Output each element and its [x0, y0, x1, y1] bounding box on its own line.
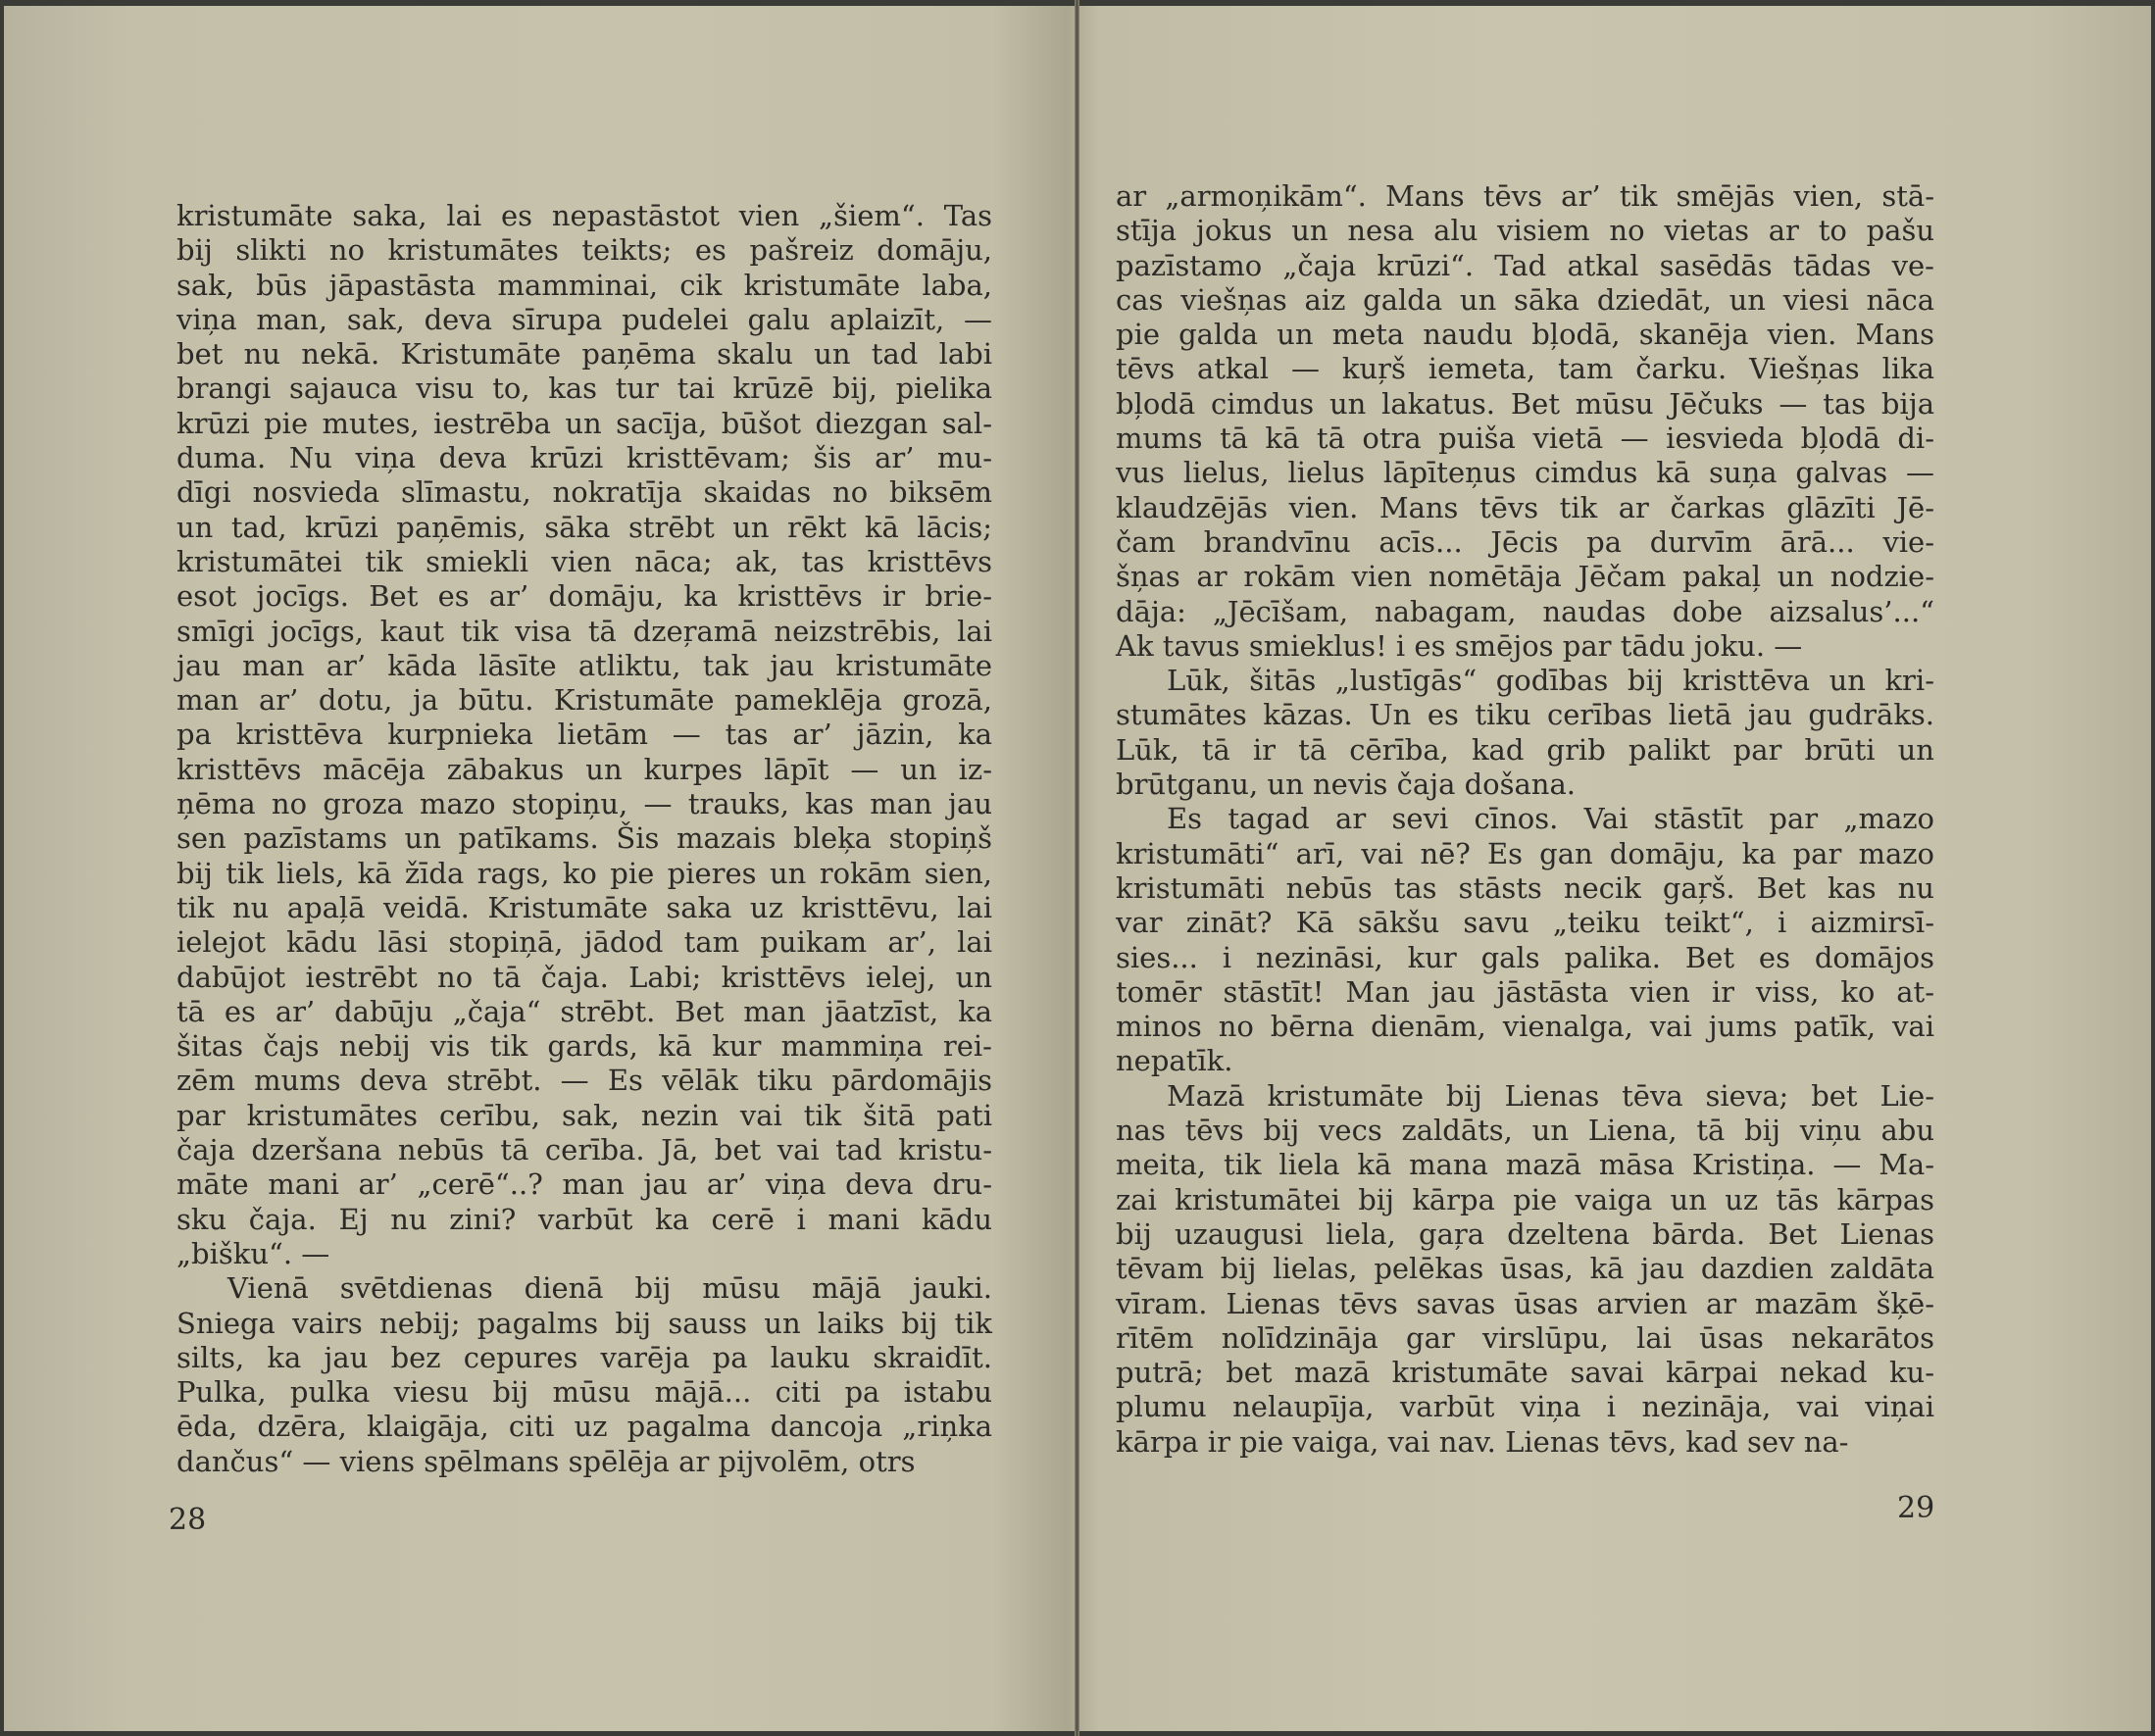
text-line: bij uzaugusi liela, gaŗa dzeltena bārda. Bet Lienas	[1116, 1216, 1934, 1251]
text-line: dīgi nosvieda slīmastu, nokratīja skaidas no biksēm	[176, 475, 992, 510]
text-line: bļodā cimdus un lakatus. Bet mūsu Jēčuks — tas bija	[1116, 386, 1934, 421]
text-line: zai kristumātei bij kārpa pie vaiga un uz tās kārpas	[1116, 1182, 1934, 1216]
text-line: nepatīk.	[1116, 1044, 1233, 1078]
scan-border-right	[2151, 0, 2155, 1736]
text-line: nas tēvs bij vecs zaldāts, un Liena, tā bij viņu abu	[1116, 1114, 1934, 1148]
text-line: brangi sajauca visu to, kas tur tai krūzē bij, pielika	[176, 372, 992, 406]
text-line: ar „armoņikām“. Mans tēvs ar’ tik smējās vien, stā-	[1116, 179, 1934, 213]
text-line: bij tik liels, kā žīda rags, ko pie pieres un rokām sien,	[176, 856, 992, 890]
text-line: rītēm nolīdzināja gar virslūpu, lai ūsas nekarātos	[1116, 1320, 1934, 1355]
text-line: viņa man, sak, deva sīrupa pudelei galu aplaizīt, —	[176, 302, 992, 336]
text-line: vus lielus, lielus lāpīteņus cimdus kā suņa galvas —	[1116, 456, 1934, 490]
text-line: esot jocīgs. Bet es ar’ domāju, ka kristtēvs ir brie-	[176, 579, 992, 614]
text-line: Lūk, šitās „lustīgās“ godības bij kristtēva un kri-	[1167, 664, 1934, 698]
text-line: ielejot kādu lāsi stopiņā, jādod tam puikam ar’, lai	[176, 925, 992, 960]
text-line: kristumāti nebūs tas stāsts necik gaŗš. Bet kas nu	[1116, 870, 1934, 905]
text-line: pa kristtēva kurpnieka lietām — tas ar’ jāzin, ka	[176, 718, 992, 752]
text-line: duma. Nu viņa deva krūzi kristtēvam; šis ar’ mu-	[176, 441, 992, 475]
text-line: minos no bērna dienām, vienalga, vai jums patīk, vai	[1116, 1010, 1934, 1044]
text-line: dabūjot iestrēbt no tā čaja. Labi; kristtēvs ielej, un	[176, 960, 992, 994]
text-line: Es tagad ar sevi cīnos. Vai stāstīt par „mazo	[1167, 802, 1934, 836]
text-line: un tad, krūzi paņēmis, sāka strēbt un rēkt kā lācis;	[176, 510, 992, 544]
text-line: stumātes kāzas. Un es tiku cerības lietā jau gudrāks.	[1116, 698, 1934, 732]
text-line: sies... i nezināsi, kur gals palika. Bet es domājos	[1116, 940, 1934, 974]
text-line: kristumāti“ arī, vai nē? Es gan domāju, ka par mazo	[1116, 836, 1934, 870]
text-line: jau man ar’ kāda lāsīte atliktu, tak jau kristumāte	[176, 648, 992, 682]
text-line: cas viešņas aiz galda un sāka dziedāt, un viesi nāca	[1116, 282, 1934, 317]
text-line: zēm mums deva strēbt. — Es vēlāk tiku pārdomājis	[176, 1064, 992, 1098]
text-line: sak, būs jāpastāsta mamminai, cik kristumāte laba,	[176, 268, 992, 302]
right-page-text	[1116, 179, 1934, 1460]
text-line: tā es ar’ dabūju „čaja“ strēbt. Bet man jāatzīst, ka	[176, 994, 992, 1028]
text-line: kristumāte saka, lai es nepastāstot vien „šiem“. Tas	[176, 199, 992, 232]
text-line: par kristumātes cerību, sak, nezin vai tik šitā pati	[176, 1098, 992, 1132]
text-line: var zināt? Kā sākšu savu „teiku teikt“, i aizmirsī-	[1116, 906, 1934, 940]
text-line: meita, tik liela kā mana mazā māsa Kristiņa. — Ma-	[1116, 1148, 1934, 1182]
text-line: brūtganu, un nevis čaja došana.	[1116, 768, 1576, 802]
text-line: dančus“ — viens spēlmans spēlēja ar pijvolēm, otrs	[176, 1444, 916, 1478]
text-line: man ar’ dotu, ja būtu. Kristumāte pameklēja grozā,	[176, 683, 992, 718]
text-line: „bišku“. —	[176, 1236, 330, 1270]
book-gutter	[1075, 0, 1079, 1736]
text-line: Vienā svētdienas dienā bij mūsu mājā jauki.	[227, 1271, 992, 1306]
text-line: dāja: „Jēcīšam, nabagam, naudas dobe aizsalus’...“	[1116, 594, 1934, 628]
text-line: sen pazīstams un patīkams. Šis mazais bleķa stopiņš	[176, 821, 992, 856]
text-line: silts, ka jau bez cepures varēja pa lauku skraidīt.	[176, 1340, 992, 1374]
text-line: Mazā kristumāte bij Lienas tēva sieva; bet Lie-	[1167, 1078, 1934, 1113]
text-line: tēvam bij lielas, pelēkas ūsas, kā jau dazdien zaldāta	[1116, 1252, 1934, 1286]
text-line: Pulka, pulka viesu bij mūsu mājā... citi pa istabu	[176, 1375, 992, 1410]
text-line: māte mani ar’ „cerē“..? man jau ar’ viņa deva dru-	[176, 1167, 992, 1202]
text-line: vīram. Lienas tēvs savas ūsas arvien ar mazām šķē-	[1116, 1286, 1934, 1320]
text-line: šitas čajs nebij vis tik gards, kā kur mammiņa rei-	[176, 1029, 992, 1064]
text-line: ēda, dzēra, klaigāja, citi uz pagalma dancoja „riņka	[176, 1410, 992, 1444]
text-line: bij slikti no kristumātes teikts; es pašreiz domāju,	[176, 233, 992, 268]
right-page-number: 29	[1897, 1491, 1935, 1525]
left-page-number: 28	[169, 1503, 207, 1537]
text-line: kristtēvs mācēja zābakus un kurpes lāpīt — un iz-	[176, 752, 992, 786]
text-line: sku čaja. Ej nu zini? varbūt ka cerē i mani kādu	[176, 1202, 992, 1236]
text-line: bet nu nekā. Kristumāte paņēma skalu un tad labi	[176, 337, 992, 372]
left-page-text	[176, 199, 992, 1479]
text-line: čam brandvīnu acīs... Jēcis pa durvīm ārā... vie-	[1116, 524, 1934, 559]
text-line: pazīstamo „čaja krūzi“. Tad atkal sasēdās tādas ve-	[1116, 248, 1934, 282]
text-line: čaja dzeršana nebūs tā cerība. Jā, bet vai tad kristu-	[176, 1133, 992, 1167]
text-line: tēvs atkal — kuŗš iemeta, tam čarku. Viešņas lika	[1116, 352, 1934, 386]
scan-border-left	[0, 0, 4, 1736]
text-line: mums tā kā tā otra puiša vietā — iesvieda bļodā di-	[1116, 422, 1934, 456]
text-line: stīja jokus un nesa alu visiem no vietas ar to pašu	[1116, 214, 1934, 248]
text-line: ņēma no groza mazo stopiņu, — trauks, kas man jau	[176, 787, 992, 821]
text-line: smīgi jocīgs, kaut tik visa tā dzeŗamā neizstrēbis, lai	[176, 614, 992, 648]
text-line: tik nu apaļā veidā. Kristumāte saka uz kristtēvu, lai	[176, 890, 992, 924]
text-line: klaudzējās vien. Mans tēvs tik ar čarkas glāzīti Jē-	[1116, 490, 1934, 524]
text-line: Lūk, tā ir tā cērība, kad grib palikt par brūti un	[1116, 732, 1934, 767]
text-line: pie galda un meta naudu bļodā, skanēja vien. Mans	[1116, 318, 1934, 352]
text-line: putrā; bet mazā kristumāte savai kārpai nekad ku-	[1116, 1356, 1934, 1390]
text-line: tomēr stāstīt! Man jau jāstāsta vien ir viss, ko at-	[1116, 974, 1934, 1009]
text-line: kristumātei tik smiekli vien nāca; ak, tas kristtēvs	[176, 544, 992, 578]
text-line: krūzi pie mutes, iestrēba un sacīja, būšot diezgan sal-	[176, 406, 992, 440]
text-line: šņas ar rokām vien nomētāja Jēčam pakaļ un nodzie-	[1116, 560, 1934, 594]
text-line: kārpa ir pie vaiga, vai nav. Lienas tēvs, kad sev na-	[1116, 1424, 1849, 1459]
text-line: plumu nelaupīja, varbūt viņa i nezināja, vai viņai	[1116, 1390, 1934, 1424]
text-line: Sniega vairs nebij; pagalms bij sauss un laiks bij tik	[176, 1306, 992, 1340]
text-line: Ak tavus smieklus! i es smējos par tādu joku. —	[1116, 628, 1803, 663]
